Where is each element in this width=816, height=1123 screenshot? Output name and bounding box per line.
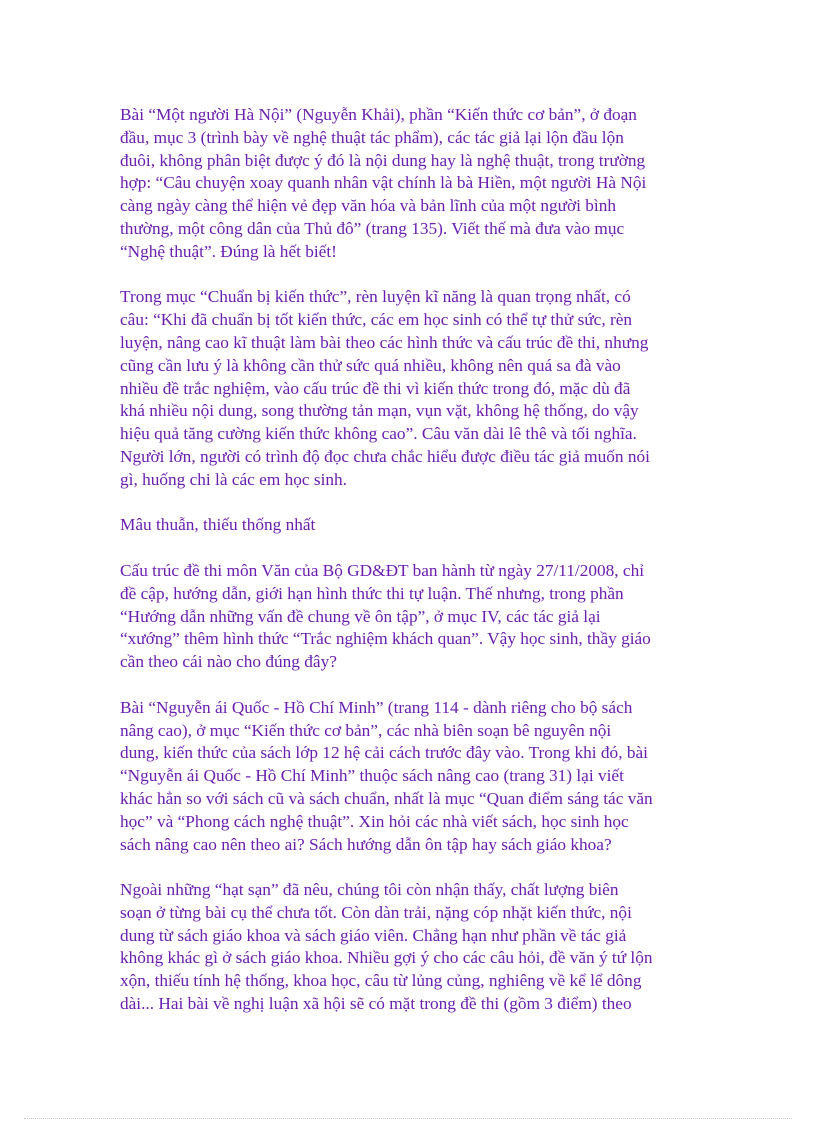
text-line: luyện, nâng cao kĩ thuật làm bài theo các hình thức và cấu trúc đề thi, nhưng [120, 332, 649, 352]
text-line: học” và “Phong cách nghệ thuật”. Xin hỏi các nhà viết sách, học sinh học [120, 811, 629, 831]
text-line: Người lớn, người có trình độ đọc chưa chắc hiểu được điều tác giả muốn nói [120, 446, 650, 466]
text-line: “Hướng dẫn những vấn đề chung về ôn tập”, ở mục IV, các tác giả lại [120, 606, 601, 626]
paragraph-hat-san [120, 879, 705, 1016]
text-line: xộn, thiếu tính hệ thống, khoa học, câu từ lủng củng, nghiêng về kể lể dông [120, 971, 642, 991]
paragraph-mot-nguoi-ha-noi [120, 104, 705, 264]
section-heading-text: Mâu thuẫn, thiếu thống nhất [120, 515, 316, 535]
text-line: cần theo cái nào cho đúng đây? [120, 652, 337, 672]
text-line: nâng cao), ở mục “Kiến thức cơ bản”, các nhà biên soạn bê nguyên nội [120, 720, 612, 740]
text-line: Cấu trúc đề thi môn Văn của Bộ GD&ĐT ban hành từ ngày 27/11/2008, chỉ [120, 560, 645, 580]
paragraph-cau-truc-de-thi [120, 560, 705, 674]
text-line: Bài “Nguyễn ái Quốc - Hồ Chí Minh” (trang 114 - dành riêng cho bộ sách [120, 697, 633, 717]
text-line: “Nguyễn ái Quốc - Hồ Chí Minh” thuộc sách nâng cao (trang 31) lại viết [120, 766, 624, 786]
text-line: “xướng” thêm hình thức “Trắc nghiệm khách quan”. Vậy học sinh, thầy giáo [120, 629, 651, 649]
text-line: soạn ở từng bài cụ thể chưa tốt. Còn dàn trải, nặng cóp nhặt kiến thức, nội [120, 902, 632, 922]
page-bottom-edge [24, 1118, 792, 1119]
text-line: không khác gì ở sách giáo khoa. Nhiều gợi ý cho các câu hỏi, đề văn ý tứ lộn [120, 948, 653, 968]
text-line: Bài “Một người Hà Nội” (Nguyễn Khải), phần “Kiến thức cơ bản”, ở đoạn [120, 105, 637, 124]
text-line: hiệu quả tăng cường kiến thức không cao”. Câu văn dài lê thê và tối nghĩa. [120, 424, 637, 444]
text-line: nhiều đề trắc nghiệm, vào cấu trúc đề thi vì kiến thức trong đó, mặc dù đã [120, 378, 631, 398]
text-line: Ngoài những “hạt sạn” đã nêu, chúng tôi còn nhận thấy, chất lượng biên [120, 880, 619, 900]
text-line: dung, kiến thức của sách lớp 12 hệ cải cách trước đây vào. Trong khi đó, bài [120, 743, 648, 763]
text-line: cũng cần lưu ý là không cần thử sức quá nhiều, không nên quá sa đà vào [120, 355, 621, 375]
text-line: khá nhiều nội dung, song thường tản mạn, vụn vặt, không hệ thống, do vậy [120, 401, 639, 421]
text-line: hợp: “Câu chuyện xoay quanh nhân vật chính là bà Hiền, một người Hà Nội [120, 173, 647, 193]
text-line: thường, một công dân của Thủ đô” (trang 135). Viết thế mà đưa vào mục [120, 218, 625, 238]
text-line: đuôi, không phân biệt được ý đó là nội dung hay là nghệ thuật, trong trường [120, 150, 646, 170]
paragraph-chuan-bi-kien-thuc [120, 286, 705, 491]
section-heading [120, 514, 705, 537]
text-line: khác hẳn so với sách cũ và sách chuẩn, nhất là mục “Quan điểm sáng tác văn [120, 788, 653, 808]
document-body [120, 104, 705, 1039]
text-line: gì, huống chi là các em học sinh. [120, 469, 347, 489]
text-line: “Nghệ thuật”. Đúng là hết biết! [120, 241, 337, 261]
paragraph-nguyen-ai-quoc [120, 697, 705, 857]
text-line: dung từ sách giáo khoa và sách giáo viên. Chẳng hạn như phần về tác giả [120, 925, 627, 945]
text-line: càng ngày càng thể hiện vẻ đẹp văn hóa và bản lĩnh của một người bình [120, 196, 616, 216]
text-line: Trong mục “Chuẩn bị kiến thức”, rèn luyện kĩ năng là quan trọng nhất, có [120, 287, 631, 307]
text-line: sách nâng cao nên theo ai? Sách hướng dẫn ôn tập hay sách giáo khoa? [120, 834, 612, 854]
text-line: câu: “Khi đã chuẩn bị tốt kiến thức, các em học sinh có thể tự thử sức, rèn [120, 310, 633, 330]
text-line: đầu, mục 3 (trình bày về nghệ thuật tác phẩm), các tác giả lại lộn đầu lộn [120, 127, 624, 147]
text-line: dài... Hai bài về nghị luận xã hội sẽ có mặt trong đề thi (gồm 3 điểm) theo [120, 994, 632, 1014]
text-line: đề cập, hướng dẫn, giới hạn hình thức thi tự luận. Thế nhưng, trong phần [120, 583, 624, 603]
